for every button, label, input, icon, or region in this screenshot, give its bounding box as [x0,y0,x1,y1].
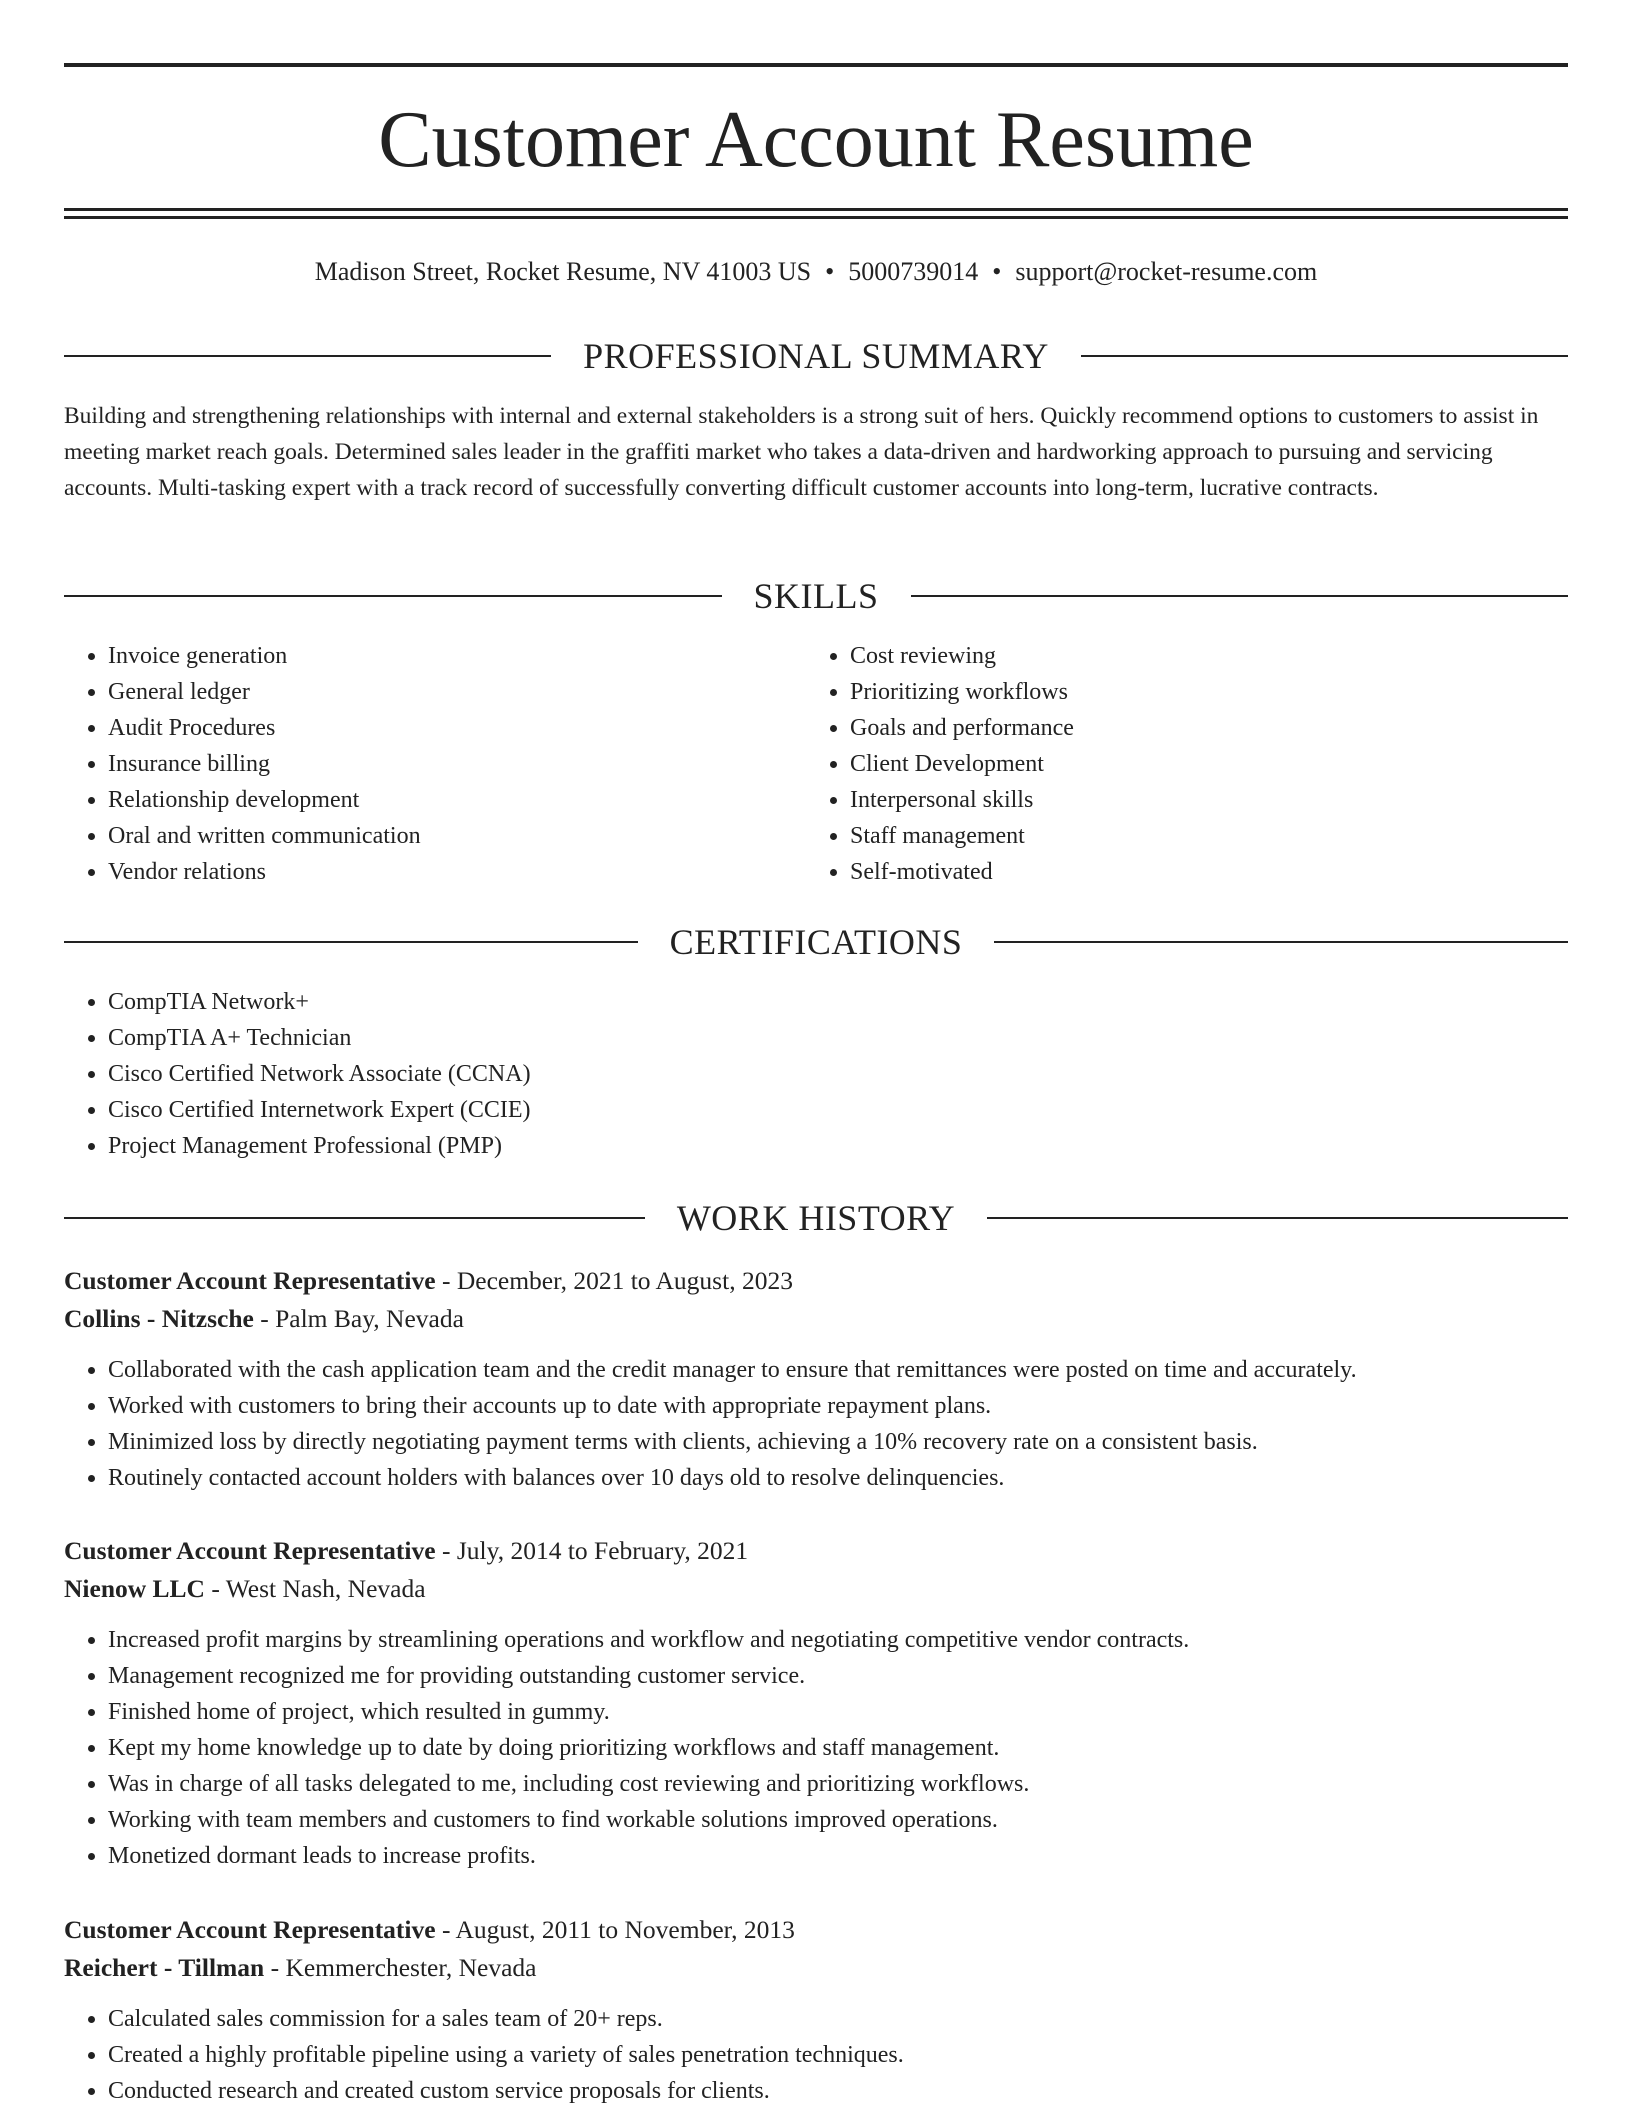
contact-address: Madison Street, Rocket Resume, NV 41003 US [314,257,812,286]
contact-separator: • [992,257,1002,286]
job-company: Reichert - Tillman [64,1953,265,1982]
heading-rule-left [64,941,638,943]
skill-item: • Self-motivated [850,854,1506,890]
skill-item: • Client Development [850,746,1506,782]
certification-item: • CompTIA A+ Technician [108,1020,1464,1056]
job-duty: • Calculated sales commission for a sales team of 20+ reps. [108,2001,1568,2037]
skill-item: • Prioritizing workflows [850,674,1506,710]
section-heading-summary [64,334,1568,378]
skills-column-left [64,638,764,890]
job-duty: • Was in charge of all tasks delegated to me, including cost reviewing and prioritizing workflows. [108,1766,1568,1802]
heading-rule-right [987,1217,1568,1219]
skill-item: • Insurance billing [108,746,764,782]
section-title: PROFESSIONAL SUMMARY [583,336,1049,376]
skills-list [806,638,1506,890]
certification-item: • Cisco Certified Internetwork Expert (CCIE) [108,1092,1464,1128]
skill-item: • Relationship development [108,782,764,818]
top-divider [64,63,1568,67]
section-title: CERTIFICATIONS [669,922,963,962]
section-title: SKILLS [753,576,879,616]
job-title: Customer Account Representative [64,1536,436,1565]
contact-email: support@rocket-resume.com [1015,257,1318,286]
skills-list [64,638,764,890]
skill-item: • Goals and performance [850,710,1506,746]
skill-item: • Oral and written communication [108,818,764,854]
job-title-line: Customer Account Representative - July, 2014 to February, 2021 [64,1536,749,1565]
job-duty: • Monetized dormant leads to increase profits. [108,1838,1568,1874]
job-company-line: Collins - Nitzsche - Palm Bay, Nevada [64,1304,464,1333]
contact-info [64,252,1568,292]
skill-item: • General ledger [108,674,764,710]
title-divider-lower [64,216,1568,219]
job-company: Collins - Nitzsche [64,1304,254,1333]
skill-item: • Interpersonal skills [850,782,1506,818]
heading-rule-right [911,595,1569,597]
heading-rule-left [64,595,722,597]
certifications-block [64,984,1464,1164]
job-duty: • Routinely contacted account holders with balances over 10 days old to resolve delinquencies. [108,1460,1568,1496]
section-title: WORK HISTORY [676,1198,956,1238]
job-duties [64,1622,1568,1874]
job-duty: • Finished home of project, which resulted in gummy. [108,1694,1568,1730]
title-divider-upper [64,208,1568,211]
job-duty: • Worked with customers to bring their accounts up to date with appropriate repayment plans. [108,1388,1568,1424]
job-duties [64,2001,1568,2109]
skill-item: • Vendor relations [108,854,764,890]
skill-item: • Staff management [850,818,1506,854]
job-title-line: Customer Account Representative - December, 2021 to August, 2023 [64,1266,793,1295]
job-location: Palm Bay, Nevada [275,1304,464,1333]
job-dates: December, 2021 to August, 2023 [456,1266,793,1295]
heading-rule-left [64,355,551,357]
job-duty: • Conducted research and created custom service proposals for clients. [108,2073,1568,2109]
job-duty: • Minimized loss by directly negotiating payment terms with clients, achieving a 10% recovery rate on a consistent basis. [108,1424,1568,1460]
job-duty: • Increased profit margins by streamlining operations and workflow and negotiating competitive vendor contracts. [108,1622,1568,1658]
job-location: West Nash, Nevada [225,1574,426,1603]
section-heading-certifications [64,920,1568,964]
contact-separator: • [825,257,835,286]
heading-rule-left [64,1217,645,1219]
job-entry [64,1262,1568,1496]
job-duty: • Management recognized me for providing outstanding customer service. [108,1658,1568,1694]
skill-item: • Audit Procedures [108,710,764,746]
job-duties [64,1352,1568,1496]
certification-item: • Project Management Professional (PMP) [108,1128,1464,1164]
job-company-line: Nienow LLC - West Nash, Nevada [64,1574,426,1603]
job-duty: • Kept my home knowledge up to date by doing prioritizing workflows and staff management. [108,1730,1568,1766]
job-title: Customer Account Representative [64,1915,436,1944]
job-title: Customer Account Representative [64,1266,436,1295]
job-company-line: Reichert - Tillman - Kemmerchester, Nevada [64,1953,537,1982]
section-heading-work-history [64,1196,1568,1240]
job-entry [64,1911,1568,2109]
job-duty: • Created a highly profitable pipeline using a variety of sales penetration techniques. [108,2037,1568,2073]
job-company: Nienow LLC [64,1574,205,1603]
heading-rule-right [1081,355,1568,357]
job-dates: August, 2011 to November, 2013 [455,1915,795,1944]
job-entry [64,1532,1568,1874]
skill-item: • Invoice generation [108,638,764,674]
job-dates: July, 2014 to February, 2021 [456,1536,749,1565]
certification-item: • CompTIA Network+ [108,984,1464,1020]
resume-title: Customer Account Resume [378,96,1254,184]
job-location: Kemmerchester, Nevada [285,1953,537,1982]
certifications-list [64,984,1464,1164]
section-heading-skills [64,574,1568,618]
job-duty: • Collaborated with the cash application team and the credit manager to ensure that remittances were posted on time and accurately. [108,1352,1568,1388]
certification-item: • Cisco Certified Network Associate (CCNA) [108,1056,1464,1092]
heading-rule-right [994,941,1568,943]
summary-text: Building and strengthening relationships with internal and external stakeholders is a strong suit of hers. Quickly recommend options to customers to assist in meeting market reach goals. Determined sales leader in the graffiti market who takes a data-driven and hardworking approach to pursuing and servicing accounts. Multi-tasking expert with a track record of successfully converting difficult customer accounts into long-term, lucrative contracts. [64,403,1539,501]
job-duty: • Working with team members and customers to find workable solutions improved operations. [108,1802,1568,1838]
contact-phone: 5000739014 [848,257,979,286]
skills-column-right [806,638,1506,890]
job-title-line: Customer Account Representative - August, 2011 to November, 2013 [64,1915,795,1944]
skill-item: • Cost reviewing [850,638,1506,674]
